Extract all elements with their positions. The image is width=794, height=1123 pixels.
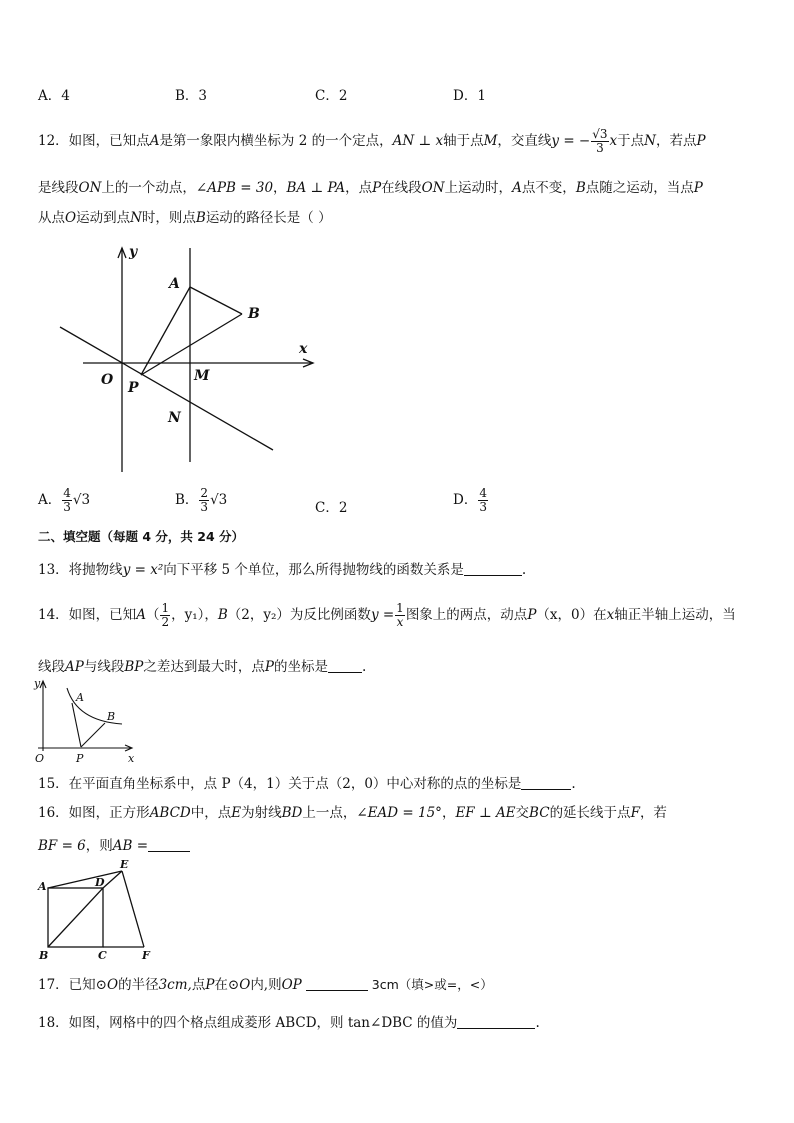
q17-var-op: OP [281, 977, 302, 993]
q11-option-a: A．4 [38, 88, 70, 104]
q13-formula: y = x² [122, 562, 164, 578]
section-2-title: 二、填空题（每题 4 分，共 24 分） [38, 529, 245, 544]
q15-text [38, 772, 576, 792]
q13-text [38, 558, 526, 578]
q17-text-part: 内,则 [250, 977, 282, 993]
q12-option-d-fraction: $\frac{4}{3}$ [479, 486, 487, 514]
q17-radius: 3cm, [158, 977, 192, 993]
q17-var-p: P [205, 977, 215, 993]
q18-question: 18．如图，网格中的四个格点组成菱形 ABCD，则 tan∠DBC 的值为 [38, 1015, 458, 1031]
q12-text: 时，则点 [141, 210, 196, 226]
q12-segment-pb [141, 314, 242, 375]
q12-label-b: B [248, 306, 260, 322]
q12-text: ， [273, 180, 287, 196]
q12-var-p: P [696, 133, 706, 149]
q17-text-part: 的半径 [118, 977, 159, 993]
q16-line-2 [38, 834, 190, 854]
q14-text: 之差达到最大时，点 [143, 659, 265, 675]
q17-hint: 3cm（填>或=，<） [371, 977, 493, 992]
q12-text: 上的一个动点， [101, 180, 196, 196]
q14-text: 与线段 [83, 659, 125, 675]
q12-option-d-label: D． [453, 492, 478, 508]
q12-label-n: N [168, 410, 181, 426]
q14-label-b: B [107, 710, 116, 723]
q14-text: （x，0）在 [536, 607, 607, 623]
q16-formula-ab: AB = [112, 838, 149, 854]
q13-post: 向下平移 5 个单位，那么所得抛物线的函数关系是 [163, 562, 464, 578]
q12-option-a [38, 487, 90, 514]
q12-segment-ap [141, 287, 190, 375]
q12-segment-ab [190, 287, 242, 314]
q12-var-a: A [512, 180, 522, 196]
q16-segment-ae [48, 871, 122, 888]
q12-formula-an-perp: AN ⊥ x [392, 133, 444, 149]
q12-text: 轴于点 [443, 133, 484, 149]
q14-var-b: B [217, 607, 228, 623]
q14-text: （ [145, 607, 160, 623]
q12-label-x: x [299, 341, 308, 357]
q14-label-y: y [34, 677, 41, 690]
q11-option-c: C．2 [315, 88, 348, 104]
q12-text: ，若点 [655, 133, 697, 149]
q18-end: . [535, 1015, 540, 1031]
q12-text: 是线段 [38, 180, 79, 196]
q14-var-p: P [527, 607, 537, 623]
q15-question: 15．在平面直角坐标系中，点 P（4，1）关于点（2，0）中心对称的点的坐标是 [38, 776, 522, 792]
q12-text: 12．如图，已知点 [38, 133, 150, 149]
q17-text-part: 在⊙ [214, 977, 240, 993]
q14-text: 14．如图，已知 [38, 607, 137, 623]
q14-var-p: P [264, 659, 274, 675]
q16-label-f: F [142, 949, 150, 962]
q12-fraction: $\frac{√3}{3}$ [592, 127, 608, 155]
q13-end: . [521, 562, 527, 578]
q12-text: 在线段 [381, 180, 422, 196]
q16-figure [34, 855, 164, 963]
q17-var-o: O [239, 977, 251, 993]
q14-line-1 [38, 602, 736, 629]
q14-text: （2，y₂）为反比例函数 [227, 607, 371, 623]
q12-var-n: N [130, 210, 142, 226]
q12-var-b: B [575, 180, 586, 196]
q14-figure [32, 676, 142, 764]
q12-option-a-label: A． [38, 492, 62, 508]
q14-label-x: x [128, 752, 135, 764]
q12-text: 是第一象限内横坐标为 2 的一个定点， [159, 133, 393, 149]
q12-text: 上运动时， [444, 180, 513, 196]
q12-text: 从点 [38, 210, 65, 226]
q12-option-b-root: √3 [210, 492, 228, 508]
q12-label-y: y [129, 244, 138, 260]
q12-line-3 [38, 206, 332, 226]
q12-option-d [453, 487, 489, 514]
q12-var-p: P [372, 180, 382, 196]
q16-text: 上一点， [302, 805, 357, 821]
q16-text: ，若 [639, 805, 667, 821]
q17-text-part: 点 [191, 977, 206, 993]
q14-answer-blank[interactable] [328, 658, 362, 673]
q12-option-b-label: B． [175, 492, 199, 508]
q12-var-o: O [65, 210, 77, 226]
q14-segment-ap [72, 703, 81, 747]
q14-line-2 [38, 655, 366, 675]
q14-var-x: x [606, 607, 615, 623]
q16-var-bd: BD [281, 805, 303, 821]
q16-label-c: C [98, 949, 107, 962]
q12-var-on: ON [421, 180, 445, 196]
q16-text: ，则 [85, 838, 113, 854]
q14-text: 线段 [38, 659, 65, 675]
q14-fraction-function: $\frac{1}{x}$ [396, 601, 404, 629]
q13-pre: 13．将抛物线 [38, 562, 123, 578]
q14-fraction-half: $\frac{1}{2}$ [161, 601, 170, 629]
q16-text: 交 [515, 805, 530, 821]
q14-label-p: P [76, 752, 84, 764]
q16-var-abcd: ABCD [149, 805, 191, 821]
q12-var-b: B [195, 210, 206, 226]
q12-var-m: M [483, 133, 498, 149]
q15-answer-blank[interactable] [521, 775, 571, 790]
q12-option-a-fraction: $\frac{4}{3}$ [63, 486, 71, 514]
q16-formula-bf: BF = 6 [38, 838, 86, 854]
q14-segment-bp [81, 723, 105, 747]
q16-formula-ef: EF ⊥ AE [455, 805, 516, 821]
q16-label-a: A [38, 880, 47, 893]
q12-label-o: O [101, 372, 114, 388]
q16-text: 中，点 [190, 805, 232, 821]
q14-var-bp: BP [124, 659, 144, 675]
q12-option-b [175, 487, 227, 514]
q12-option-b-fraction: $\frac{2}{3}$ [200, 486, 209, 514]
q12-option-c: C．2 [315, 500, 348, 516]
q12-var-p: P [693, 180, 703, 196]
q14-formula-y: y = [370, 607, 395, 623]
q12-label-m: M [194, 368, 210, 384]
q16-text: 16．如图，正方形 [38, 805, 150, 821]
q12-line-2 [38, 176, 703, 196]
q14-text: 轴正半轴上运动，当 [614, 607, 736, 623]
q16-label-d: D [95, 876, 105, 889]
q16-var-f: F [630, 805, 640, 821]
q17-answer-blank[interactable] [306, 976, 368, 991]
q17-text [38, 973, 493, 993]
q12-text: 运动的路径长是（ ） [205, 210, 332, 226]
q14-label-a: A [76, 691, 84, 704]
q12-var-n: N [644, 133, 656, 149]
q14-label-o: O [35, 752, 45, 764]
q14-text: 图象上的两点，动点 [405, 607, 528, 623]
q12-line-1 [38, 128, 706, 155]
q12-option-a-root: √3 [72, 492, 91, 508]
q16-text: 为射线 [241, 805, 282, 821]
q16-diagonal-bd [48, 888, 103, 947]
q14-var-ap: AP [65, 659, 84, 675]
q12-formula-ba-perp: BA ⊥ PA [286, 180, 346, 196]
q12-text: 运动到点 [76, 210, 131, 226]
q13-answer-blank[interactable] [464, 561, 522, 576]
q12-formula-y: y = − [551, 133, 591, 149]
q17-text-part: 17．已知⊙ [38, 977, 107, 993]
q16-answer-blank[interactable] [148, 837, 190, 852]
q16-var-bc: BC [529, 805, 550, 821]
q16-label-b: B [39, 949, 49, 962]
q16-segment-ef [122, 871, 144, 947]
q16-text: 的延长线于点 [549, 805, 631, 821]
q16-label-e: E [120, 858, 129, 871]
q14-text: ，y₁）， [171, 607, 218, 623]
q12-text: 点随之运动，当点 [585, 180, 694, 196]
q12-figure [55, 240, 325, 475]
q15-end: . [571, 776, 576, 792]
q12-text: 点不变， [521, 180, 576, 196]
q12-text: ，点 [345, 180, 373, 196]
q12-formula-apb: ∠APB = 30 [195, 180, 274, 196]
q12-label-a: A [169, 276, 180, 292]
q12-text: ，交直线 [497, 133, 552, 149]
q14-text: 的坐标是 [273, 659, 328, 675]
q14-var-a: A [136, 607, 146, 623]
q16-text: ， [441, 805, 456, 821]
q16-var-e: E [231, 805, 242, 821]
q12-text: 于点 [617, 133, 645, 149]
q17-var-o: O [107, 977, 119, 993]
q14-end: . [361, 659, 367, 675]
q12-var-on: ON [78, 180, 102, 196]
q16-line-1 [38, 801, 667, 821]
q18-text [38, 1011, 540, 1031]
q12-line-slant [60, 327, 273, 450]
q18-answer-blank[interactable] [457, 1014, 535, 1029]
q12-label-p: P [128, 380, 139, 396]
q11-option-d: D．1 [453, 88, 486, 104]
q16-formula-ead: ∠EAD = 15° [356, 805, 442, 821]
q12-var-x: x [609, 133, 618, 149]
q12-var-a: A [149, 133, 160, 149]
q11-option-b: B．3 [175, 88, 208, 104]
